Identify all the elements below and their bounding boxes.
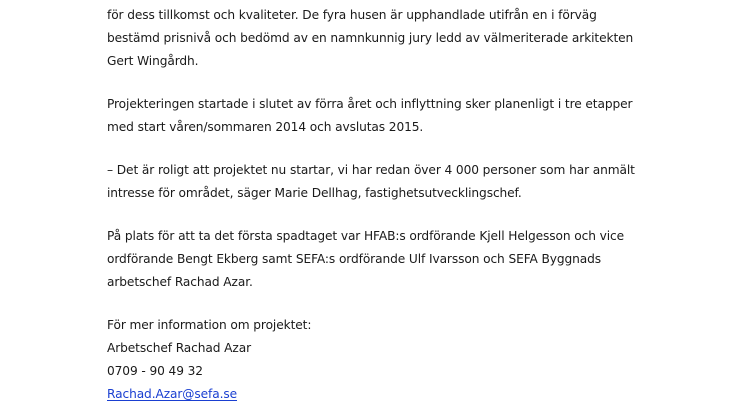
- paragraph-jury: [107, 4, 634, 73]
- contact-email-link[interactable]: Rachad.Azar@sefa.se: [107, 387, 238, 401]
- text-line: intresse för området, säger Marie Dellhag, fastighetsutvecklingschef.: [107, 186, 522, 200]
- text-line: arbetschef Rachad Azar.: [107, 275, 253, 289]
- paragraph-spacer: [107, 205, 627, 225]
- paragraph-groundbreaking: [107, 225, 627, 294]
- text-line: På plats för att ta det första spadtaget var HFAB:s ordförande Kjell Helgesson och vice: [107, 229, 625, 243]
- contact-intro: För mer information om projektet:: [107, 318, 312, 332]
- contact-phone: 0709 - 90 49 32: [107, 364, 203, 378]
- text-line: ordförande Bengt Ekberg samt SEFA:s ordförande Ulf Ivarsson och SEFA Byggnads: [107, 252, 602, 266]
- text-line: Projekteringen startade i slutet av förra året och inflyttning sker planenligt i tre etapper: [107, 97, 633, 111]
- text-line: för dess tillkomst och kvaliteter. De fyra husen är upphandlade utifrån en i förväg: [107, 8, 597, 22]
- text-line: – Det är roligt att projektet nu startar, vi har redan över 4 000 personer som har anmält: [107, 163, 635, 177]
- paragraph-spacer: [107, 139, 627, 159]
- text-line: bestämd prisnivå och bedömd av en namnkunnig jury ledd av välmeriterade arkitekten: [107, 31, 634, 45]
- contact-email-row: [107, 383, 627, 406]
- paragraph-planning: [107, 93, 633, 139]
- text-line: med start våren/sommaren 2014 och avslutas 2015.: [107, 120, 424, 134]
- article-body: [107, 4, 635, 406]
- contact-name: Arbetschef Rachad Azar: [107, 341, 251, 355]
- paragraph-spacer: [107, 294, 627, 314]
- text-line: Gert Wingårdh.: [107, 54, 199, 68]
- contact-block: [107, 314, 627, 406]
- paragraph-quote: [107, 159, 635, 205]
- paragraph-spacer: [107, 73, 627, 93]
